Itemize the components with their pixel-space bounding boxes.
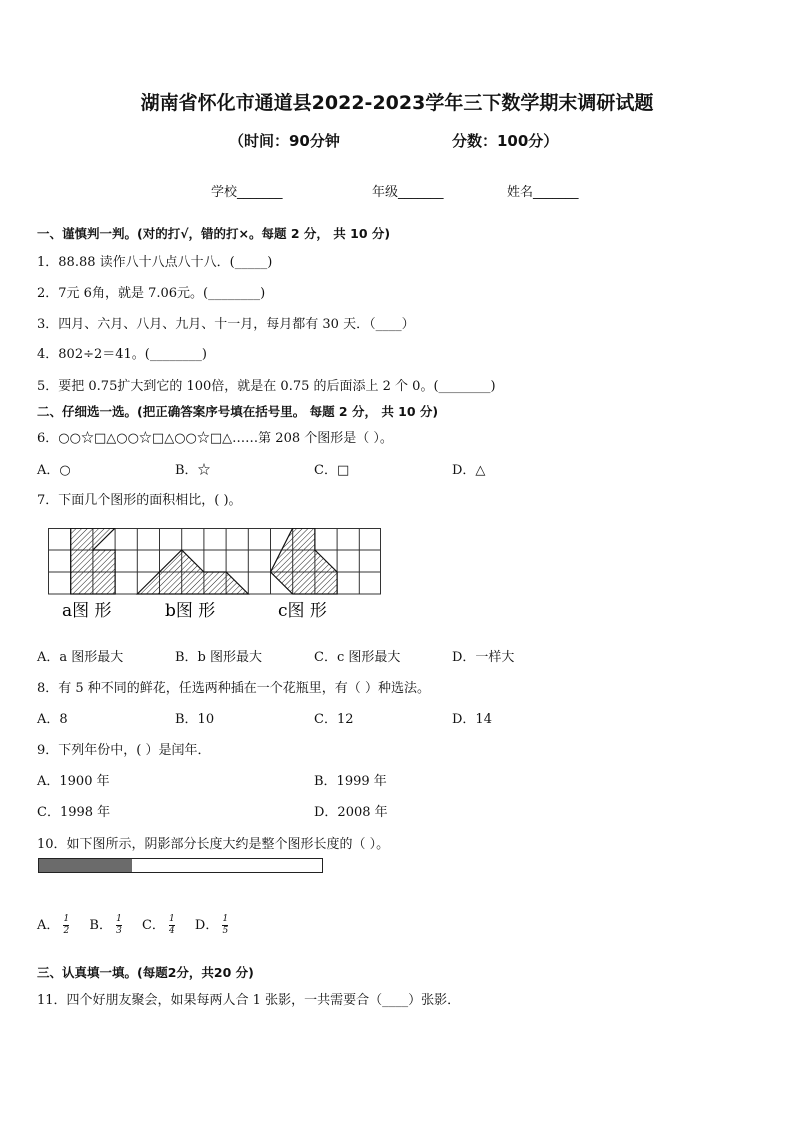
figure-c-shape [271,528,338,594]
figure-b-label: b图 形 [165,601,216,621]
page-title: 湖南省怀化市通道县2022-2023学年三下数学期末调研试题 [140,92,654,114]
q10-option-a[interactable]: A． $\frac{1}{2}$ [37,914,70,936]
exam-time: （时间：90分钟 [229,132,340,150]
q7-option-b[interactable]: B．b 图形最大 [175,650,263,665]
school-field[interactable]: 学校_______ [211,185,283,200]
q8-option-c[interactable]: C．12 [314,712,354,727]
q8-option-a[interactable]: A．8 [37,712,68,727]
question-2: 2．7元 6角，就是 7.06元。(________) [37,286,266,301]
question-10: 10．如下图所示，阴影部分长度大约是整个图形长度的（ ）。 [37,837,390,852]
figure-c-label: c图 形 [278,601,327,621]
q7-option-a[interactable]: A．a 图形最大 [37,650,124,665]
length-bar [38,858,323,873]
q7-option-d[interactable]: D．一样大 [452,650,515,665]
q7-option-c[interactable]: C．c 图形最大 [314,650,401,665]
q8-option-b[interactable]: B．10 [175,712,215,727]
question-3: 3．四月、六月、八月、九月、十一月，每月都有 30 天．（____） [37,317,415,332]
question-11: 11．四个好朋友聚会，如果每两人合 1 张影，一共需要合（____）张影． [37,993,461,1008]
name-field[interactable]: 姓名_______ [507,185,579,200]
q10-option-c[interactable]: C． $\frac{1}{4}$ [141,914,175,936]
exam-score: 分数：100分） [452,132,559,150]
area-grid-figure [48,528,384,624]
q6-option-c[interactable]: C．□ [314,463,350,478]
figure-a-label: a图 形 [62,601,112,621]
q9-option-b[interactable]: B．1999 年 [314,774,387,789]
length-bar-shaded [39,859,132,872]
q6-option-a[interactable]: A．○ [37,463,71,478]
q6-option-d[interactable]: D．△ [452,463,486,478]
q9-option-a[interactable]: A．1900 年 [37,774,110,789]
q9-option-c[interactable]: C．1998 年 [37,805,111,820]
q10-options [37,914,228,936]
section-3-heading: 三、认真填一填。(每题2分，共20 分) [37,965,254,980]
question-7: 7．下面几个图形的面积相比，( )。 [37,493,242,508]
question-9: 9．下列年份中，( ）是闰年． [37,743,211,758]
grade-field[interactable]: 年级_______ [372,185,444,200]
section-1-heading: 一、谨慎判一判。(对的打√，错的打×。每题 2 分， 共 10 分) [37,226,391,241]
q6-option-b[interactable]: B．☆ [175,463,211,478]
question-5: 5．要把 0.75扩大到它的 100倍，就是在 0.75 的后面添上 2 个 0。(________) [37,379,496,394]
question-4: 4．802÷2＝41。(________) [37,347,207,362]
question-1: 1．88.88 读作八十八点八十八．(_____) [37,255,273,270]
q10-option-d[interactable]: D． $\frac{1}{5}$ [194,914,229,936]
q10-option-b[interactable]: B． $\frac{1}{3}$ [89,914,122,936]
section-2-heading: 二、仔细选一选。(把正确答案序号填在括号里。 每题 2 分， 共 10 分) [37,404,439,419]
question-8: 8．有 5 种不同的鲜花，任选两种插在一个花瓶里，有（ ）种选法。 [37,681,430,696]
q8-option-d[interactable]: D．14 [452,712,492,727]
q9-option-d[interactable]: D．2008 年 [314,805,388,820]
question-6: 6．○○☆□△○○☆□△○○☆□△……第 208 个图形是（ ）。 [37,431,393,446]
figure-a-shape [71,528,115,594]
